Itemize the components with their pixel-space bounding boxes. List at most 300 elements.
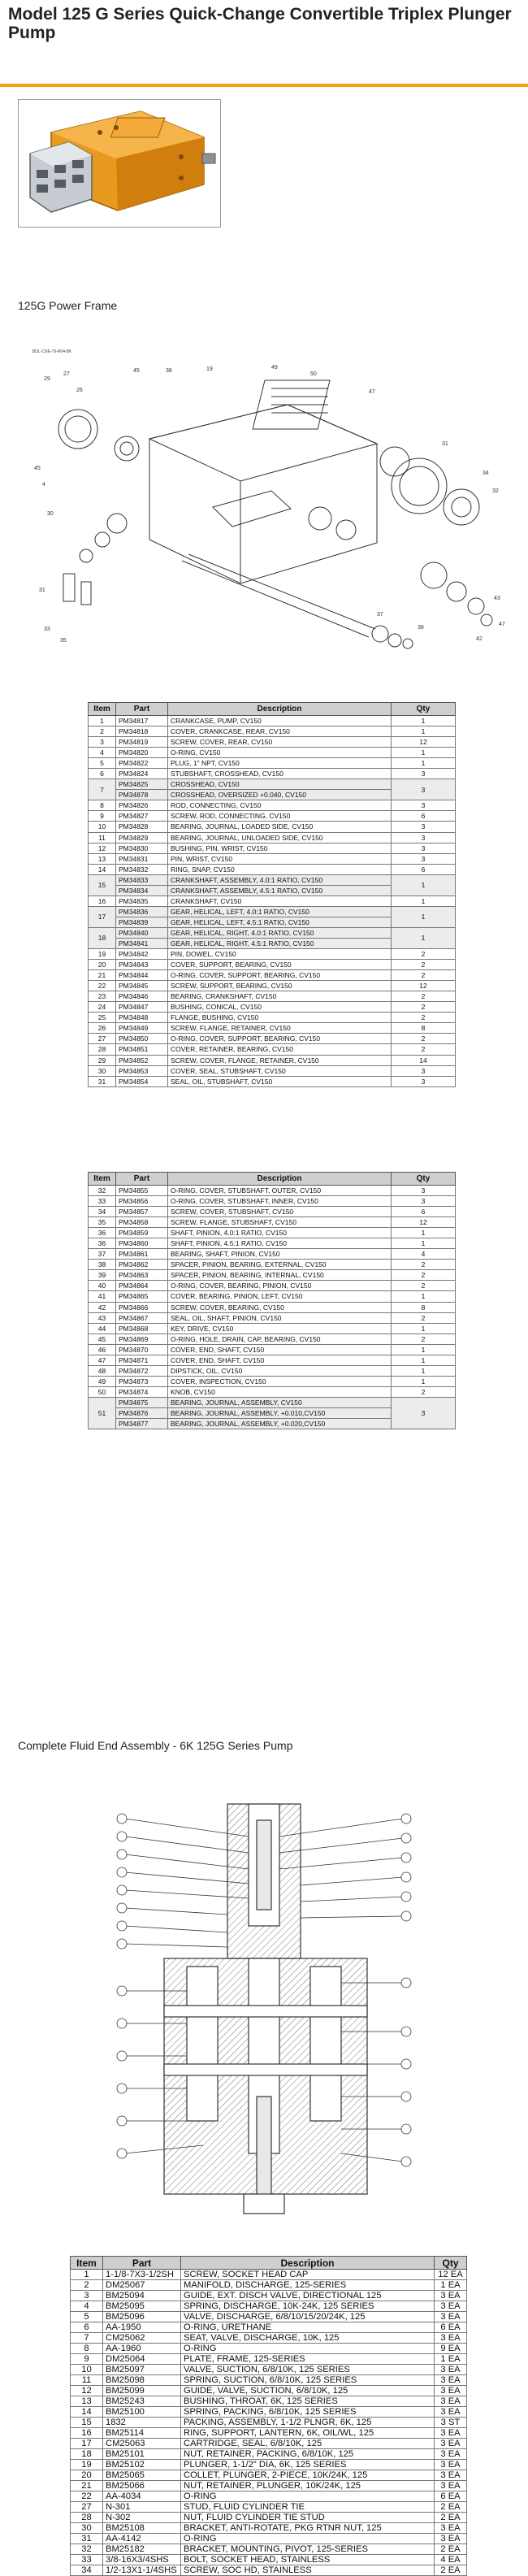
part-number-cell: PM34852 — [116, 1055, 168, 1065]
part-number-cell: PM34860 — [116, 1238, 168, 1249]
svg-text:32: 32 — [492, 488, 499, 494]
qty-cell: 1 — [392, 1365, 456, 1376]
description-cell: RING, SNAP, CV150 — [168, 864, 392, 874]
qty-cell: 3 — [392, 843, 456, 853]
description-cell: NUT, RETAINER, PLUNGER, 10K/24K, 125 — [181, 2481, 435, 2491]
table-row — [71, 2301, 467, 2312]
part-number-cell: PM34819 — [116, 737, 168, 748]
power-frame-diagram — [28, 348, 507, 650]
table-row — [71, 2502, 467, 2513]
part-number-cell: PM34868 — [116, 1323, 168, 1334]
part-number-cell: PM34840 — [116, 927, 168, 938]
qty-cell: 1 — [392, 874, 456, 896]
table-row — [71, 2354, 467, 2365]
item-cell: 18 — [89, 927, 116, 948]
table-row — [89, 1397, 456, 1407]
description-cell: COVER, BEARING, PINION, LEFT, CV150 — [168, 1291, 392, 1302]
table-row — [71, 2523, 467, 2534]
item-cell: 12 — [71, 2386, 103, 2396]
table-row — [89, 1291, 456, 1302]
table-row — [89, 1065, 456, 1076]
qty-cell: 12 — [392, 1217, 456, 1228]
part-number-cell: CM25062 — [103, 2333, 181, 2344]
qty-cell: 3 EA — [435, 2460, 467, 2470]
qty-cell: 1 — [392, 1323, 456, 1334]
table-row — [89, 758, 456, 769]
description-cell: SPACER, PINION, BEARING, INTERNAL, CV150 — [168, 1270, 392, 1281]
table-row — [89, 1376, 456, 1386]
svg-text:49: 49 — [271, 365, 278, 371]
part-number-cell: BM25243 — [103, 2396, 181, 2407]
table-row — [71, 2375, 467, 2386]
table-row — [89, 1196, 456, 1207]
part-number-cell: DM25064 — [103, 2354, 181, 2365]
fluid-end-cross-section — [106, 1788, 431, 2227]
item-cell: 8 — [89, 800, 116, 811]
fluid-end-parts-table — [70, 2256, 467, 2576]
qty-cell: 3 EA — [435, 2375, 467, 2386]
table-row — [89, 769, 456, 779]
qty-cell: 1 EA — [435, 2280, 467, 2291]
qty-cell: 2 — [392, 960, 456, 970]
part-number-cell: PM34817 — [116, 716, 168, 726]
description-cell: PLUG, 1" NPT, CV150 — [168, 758, 392, 769]
qty-cell: 3 EA — [435, 2439, 467, 2449]
table-row — [71, 2291, 467, 2301]
description-cell: GEAR, HELICAL, LEFT, 4.5:1 RATIO, CV150 — [168, 917, 392, 927]
table-row — [89, 991, 456, 1002]
item-cell: 7 — [71, 2333, 103, 2344]
col-qty-header: Qty — [392, 703, 456, 716]
item-cell: 46 — [89, 1344, 116, 1355]
table-row — [89, 960, 456, 970]
part-number-cell: PM34864 — [116, 1281, 168, 1291]
qty-cell: 2 EA — [435, 2513, 467, 2523]
item-cell: 8 — [71, 2344, 103, 2354]
part-number-cell: PM34842 — [116, 949, 168, 960]
part-number-cell: PM34833 — [116, 874, 168, 885]
part-number-cell: PM34878 — [116, 790, 168, 800]
item-cell: 3 — [89, 737, 116, 748]
description-cell: RING, SUPPORT, LANTERN, 6K, OIL/WL, 125 — [181, 2428, 435, 2439]
table-row — [71, 2333, 467, 2344]
item-cell: 18 — [71, 2449, 103, 2460]
col-description-header: Description — [181, 2257, 435, 2270]
table-row — [89, 748, 456, 758]
description-cell: COVER, RETAINER, BEARING, CV150 — [168, 1044, 392, 1055]
description-cell: COVER, CRANKCASE, REAR, CV150 — [168, 726, 392, 737]
description-cell: O-RING — [181, 2344, 435, 2354]
table-row — [89, 1002, 456, 1013]
table-row — [89, 1076, 456, 1086]
description-cell: O-RING, COVER, STUBSHAFT, INNER, CV150 — [168, 1196, 392, 1207]
description-cell: GEAR, HELICAL, LEFT, 4.0:1 RATIO, CV150 — [168, 906, 392, 917]
table-row — [89, 1334, 456, 1344]
item-cell: 43 — [89, 1312, 116, 1323]
svg-text:45: 45 — [34, 466, 41, 471]
part-number-cell: PM34849 — [116, 1023, 168, 1034]
qty-cell: 8 — [392, 1023, 456, 1034]
description-cell: SCREW, SUPPORT, BEARING, CV150 — [168, 981, 392, 991]
table-row — [71, 2555, 467, 2565]
description-cell: CRANKSHAFT, CV150 — [168, 896, 392, 906]
qty-cell: 3 EA — [435, 2386, 467, 2396]
part-number-cell: PM34867 — [116, 1312, 168, 1323]
description-cell: CARTRIDGE, SEAL, 6/8/10K, 125 — [181, 2439, 435, 2449]
description-cell: O-RING, HOLE, DRAIN, CAP, BEARING, CV150 — [168, 1334, 392, 1344]
qty-cell: 3 EA — [435, 2333, 467, 2344]
qty-cell: 2 — [392, 1260, 456, 1270]
item-cell: 13 — [89, 853, 116, 864]
table-row — [89, 970, 456, 981]
part-number-cell: BM25114 — [103, 2428, 181, 2439]
description-cell: BUSHING, THROAT, 6K, 125 SERIES — [181, 2396, 435, 2407]
item-cell: 36 — [89, 1238, 116, 1249]
item-cell: 16 — [71, 2428, 103, 2439]
item-cell: 19 — [71, 2460, 103, 2470]
item-cell: 1 — [71, 2270, 103, 2280]
svg-text:27: 27 — [63, 371, 70, 377]
part-number-cell: PM34859 — [116, 1228, 168, 1238]
item-cell: 31 — [71, 2534, 103, 2544]
description-cell: SCREW, COVER, REAR, CV150 — [168, 737, 392, 748]
part-number-cell: PM34834 — [116, 885, 168, 896]
table-row — [71, 2544, 467, 2555]
description-cell: SEAL, OIL, SHAFT, PINION, CV150 — [168, 1312, 392, 1323]
item-cell: 4 — [71, 2301, 103, 2312]
table-row — [89, 843, 456, 853]
item-cell: 28 — [89, 1044, 116, 1055]
qty-cell: 3 EA — [435, 2396, 467, 2407]
part-number-cell: N-301 — [103, 2502, 181, 2513]
table-row — [89, 1013, 456, 1023]
qty-cell: 3 EA — [435, 2312, 467, 2322]
table-row — [89, 1355, 456, 1365]
qty-cell: 3 — [392, 853, 456, 864]
item-cell: 27 — [89, 1034, 116, 1044]
part-number-cell: PM34832 — [116, 864, 168, 874]
description-cell: SCREW, FLANGE, RETAINER, CV150 — [168, 1023, 392, 1034]
qty-cell: 3 — [392, 1076, 456, 1086]
item-cell: 12 — [89, 843, 116, 853]
item-cell: 19 — [89, 949, 116, 960]
part-number-cell: PM34873 — [116, 1376, 168, 1386]
table-row — [71, 2418, 467, 2428]
qty-cell: 1 — [392, 1376, 456, 1386]
description-cell: SCREW, FLANGE, STUBSHAFT, CV150 — [168, 1217, 392, 1228]
qty-cell: 12 EA — [435, 2270, 467, 2280]
item-cell: 35 — [89, 1217, 116, 1228]
qty-cell: 3 EA — [435, 2365, 467, 2375]
table-row — [89, 1186, 456, 1196]
item-cell: 14 — [89, 864, 116, 874]
qty-cell: 2 — [392, 1034, 456, 1044]
part-number-cell: PM34848 — [116, 1013, 168, 1023]
table-row — [71, 2344, 467, 2354]
part-number-cell: 1-1/8-7X3-1/2SH — [103, 2270, 181, 2280]
description-cell: COVER, SEAL, STUBSHAFT, CV150 — [168, 1065, 392, 1076]
qty-cell: 3 — [392, 1196, 456, 1207]
part-number-cell: PM34853 — [116, 1065, 168, 1076]
table-row — [89, 1323, 456, 1334]
description-cell: SEAT, VALVE, DISCHARGE, 10K, 125 — [181, 2333, 435, 2344]
table-row — [71, 2534, 467, 2544]
qty-cell: 1 — [392, 1291, 456, 1302]
description-cell: CRANKCASE, PUMP, CV150 — [168, 716, 392, 726]
description-cell: KNOB, CV150 — [168, 1386, 392, 1397]
table-row — [89, 737, 456, 748]
part-number-cell: PM34866 — [116, 1302, 168, 1312]
part-number-cell: PM34836 — [116, 906, 168, 917]
item-cell: 30 — [71, 2523, 103, 2534]
description-cell: BEARING, CRANKSHAFT, CV150 — [168, 991, 392, 1002]
svg-text:30: 30 — [47, 511, 54, 517]
part-number-cell: PM34835 — [116, 896, 168, 906]
item-cell: 22 — [71, 2491, 103, 2502]
item-cell: 29 — [89, 1055, 116, 1065]
qty-cell: 1 — [392, 906, 456, 927]
table-row — [89, 1044, 456, 1055]
part-number-cell: 1832 — [103, 2418, 181, 2428]
item-cell: 20 — [71, 2470, 103, 2481]
part-number-cell: PM34863 — [116, 1270, 168, 1281]
part-number-cell: PM34858 — [116, 1217, 168, 1228]
part-number-cell: PM34876 — [116, 1407, 168, 1418]
description-cell: O-RING, COVER, SUPPORT, BEARING, CV150 — [168, 970, 392, 981]
qty-cell: 2 — [392, 1002, 456, 1013]
part-number-cell: BM25182 — [103, 2544, 181, 2555]
description-cell: BOLT, SOCKET HEAD, STAINLESS — [181, 2555, 435, 2565]
item-cell: 6 — [71, 2322, 103, 2333]
description-cell: VALVE, DISCHARGE, 6/8/10/15/20/24K, 125 — [181, 2312, 435, 2322]
table-row — [89, 864, 456, 874]
power-frame-heading: 125G Power Frame — [18, 299, 118, 312]
description-cell: COVER, END, SHAFT, CV150 — [168, 1344, 392, 1355]
table-row — [89, 726, 456, 737]
col-description-header: Description — [168, 703, 392, 716]
table-row — [71, 2470, 467, 2481]
item-cell: 6 — [89, 769, 116, 779]
part-number-cell: PM34872 — [116, 1365, 168, 1376]
description-cell: BEARING, JOURNAL, ASSEMBLY, CV150 — [168, 1397, 392, 1407]
qty-cell: 6 — [392, 811, 456, 822]
part-number-cell: DM25067 — [103, 2280, 181, 2291]
item-cell: 32 — [71, 2544, 103, 2555]
item-cell: 40 — [89, 1281, 116, 1291]
table-row — [89, 1249, 456, 1260]
table-row — [89, 800, 456, 811]
part-number-cell: BM25108 — [103, 2523, 181, 2534]
qty-cell: 3 — [392, 1065, 456, 1076]
item-cell: 26 — [89, 1023, 116, 1034]
qty-cell: 2 — [392, 1013, 456, 1023]
qty-cell: 2 — [392, 1334, 456, 1344]
item-cell: 50 — [89, 1386, 116, 1397]
item-cell: 37 — [89, 1249, 116, 1260]
description-cell: SCREW, COVER, FLANGE, RETAINER, CV150 — [168, 1055, 392, 1065]
table-row — [89, 822, 456, 832]
qty-cell: 2 EA — [435, 2502, 467, 2513]
qty-cell: 1 — [392, 1344, 456, 1355]
qty-cell: 3 EA — [435, 2523, 467, 2534]
table-row — [71, 2513, 467, 2523]
item-cell: 17 — [71, 2439, 103, 2449]
svg-text:34: 34 — [483, 471, 489, 476]
table-row — [89, 832, 456, 843]
qty-cell: 2 — [392, 1386, 456, 1397]
col-item-header: Item — [89, 703, 116, 716]
col-qty-header: Qty — [435, 2257, 467, 2270]
part-number-cell: AA-4034 — [103, 2491, 181, 2502]
description-cell: SPRING, DISCHARGE, 10K-24K, 125 SERIES — [181, 2301, 435, 2312]
part-number-cell: 3/8-16X3/4SHS — [103, 2555, 181, 2565]
table-row — [89, 779, 456, 790]
item-cell: 33 — [71, 2555, 103, 2565]
part-number-cell: AA-4142 — [103, 2534, 181, 2544]
item-cell: 31 — [89, 1076, 116, 1086]
part-number-cell: PM34846 — [116, 991, 168, 1002]
table-row — [71, 2407, 467, 2418]
description-cell: CRANKSHAFT, ASSEMBLY, 4.5:1 RATIO, CV150 — [168, 885, 392, 896]
power-frame-parts-table-1 — [88, 702, 456, 1087]
part-number-cell: BM25097 — [103, 2365, 181, 2375]
table-row — [89, 927, 456, 938]
item-cell: 45 — [89, 1334, 116, 1344]
table-row — [71, 2270, 467, 2280]
qty-cell: 3 — [392, 779, 456, 800]
power-frame-exploded-view — [28, 348, 507, 650]
svg-text:50: 50 — [310, 371, 317, 377]
table-row — [71, 2449, 467, 2460]
part-number-cell: PM34839 — [116, 917, 168, 927]
svg-text:31: 31 — [39, 588, 45, 593]
item-cell: 33 — [89, 1196, 116, 1207]
power-frame-parts-table-2 — [88, 1172, 456, 1429]
part-number-cell: PM34857 — [116, 1207, 168, 1217]
part-number-cell: BM25099 — [103, 2386, 181, 2396]
item-cell: 11 — [89, 832, 116, 843]
description-cell: PIN, DOWEL, CV150 — [168, 949, 392, 960]
description-cell: PACKING, ASSEMBLY, 1-1/2 PLNGR, 6K, 125 — [181, 2418, 435, 2428]
description-cell: NUT, FLUID CYLINDER TIE STUD — [181, 2513, 435, 2523]
table-row — [71, 2439, 467, 2449]
item-cell: 23 — [89, 991, 116, 1002]
part-number-cell: AA-1960 — [103, 2344, 181, 2354]
svg-text:43: 43 — [494, 596, 500, 601]
item-cell: 28 — [71, 2513, 103, 2523]
description-cell: GEAR, HELICAL, RIGHT, 4.0:1 RATIO, CV150 — [168, 927, 392, 938]
item-cell: 44 — [89, 1323, 116, 1334]
table-row — [71, 2491, 467, 2502]
qty-cell: 2 — [392, 991, 456, 1002]
col-part-header: Part — [103, 2257, 181, 2270]
part-number-cell: BM25096 — [103, 2312, 181, 2322]
item-cell: 42 — [89, 1302, 116, 1312]
item-cell: 21 — [89, 970, 116, 981]
item-cell: 41 — [89, 1291, 116, 1302]
pump-photo — [18, 99, 221, 228]
description-cell: GUIDE, EXT. DISCH VALVE, DIRECTIONAL 125 — [181, 2291, 435, 2301]
description-cell: BEARING, JOURNAL, LOADED SIDE, CV150 — [168, 822, 392, 832]
qty-cell: 3 EA — [435, 2291, 467, 2301]
part-number-cell: PM34855 — [116, 1186, 168, 1196]
item-cell: 1 — [89, 716, 116, 726]
table-row — [89, 1302, 456, 1312]
part-number-cell: PM34841 — [116, 938, 168, 948]
item-cell: 22 — [89, 981, 116, 991]
svg-text:26: 26 — [76, 388, 83, 393]
description-cell: SHAFT, PINION, 4.0:1 RATIO, CV150 — [168, 1228, 392, 1238]
item-cell: 32 — [89, 1186, 116, 1196]
part-number-cell: PM34831 — [116, 853, 168, 864]
part-number-cell: PM34870 — [116, 1344, 168, 1355]
part-number-cell: PM34827 — [116, 811, 168, 822]
svg-text:4: 4 — [42, 482, 45, 488]
table-row — [89, 1023, 456, 1034]
description-cell: CRANKSHAFT, ASSEMBLY, 4.0:1 RATIO, CV150 — [168, 874, 392, 885]
description-cell: CROSSHEAD, OVERSIZED +0.040, CV150 — [168, 790, 392, 800]
qty-cell: 1 — [392, 1355, 456, 1365]
item-cell: 24 — [89, 1002, 116, 1013]
svg-text:42: 42 — [476, 636, 483, 642]
part-number-cell: BM25066 — [103, 2481, 181, 2491]
qty-cell: 12 — [392, 981, 456, 991]
qty-cell: 3 EA — [435, 2428, 467, 2439]
description-cell: BUSHING, PIN, WRIST, CV150 — [168, 843, 392, 853]
description-cell: BEARING, JOURNAL, ASSEMBLY, +0.010,CV150 — [168, 1407, 392, 1418]
part-number-cell: PM34854 — [116, 1076, 168, 1086]
item-cell: 51 — [89, 1397, 116, 1429]
qty-cell: 1 — [392, 1238, 456, 1249]
item-cell: 15 — [89, 874, 116, 896]
description-cell: VALVE, SUCTION, 6/8/10K, 125 SERIES — [181, 2365, 435, 2375]
description-cell: GEAR, HELICAL, RIGHT, 4.5:1 RATIO, CV150 — [168, 938, 392, 948]
part-number-cell: BM25102 — [103, 2460, 181, 2470]
table-row — [89, 1270, 456, 1281]
item-cell: 2 — [89, 726, 116, 737]
item-cell: 9 — [89, 811, 116, 822]
item-cell: 9 — [71, 2354, 103, 2365]
description-cell: SCREW, COVER, BEARING, CV150 — [168, 1302, 392, 1312]
qty-cell: 1 — [392, 758, 456, 769]
qty-cell: 3 EA — [435, 2481, 467, 2491]
description-cell: COVER, SUPPORT, BEARING, CV150 — [168, 960, 392, 970]
description-cell: STUBSHAFT, CROSSHEAD, CV150 — [168, 769, 392, 779]
part-number-cell: PM34874 — [116, 1386, 168, 1397]
part-number-cell: CM25063 — [103, 2439, 181, 2449]
item-cell: 11 — [71, 2375, 103, 2386]
qty-cell: 1 — [392, 716, 456, 726]
table-row — [71, 2365, 467, 2375]
item-cell: 39 — [89, 1270, 116, 1281]
table-row — [71, 2481, 467, 2491]
qty-cell: 3 — [392, 1397, 456, 1429]
table-row — [89, 949, 456, 960]
qty-cell: 3 — [392, 832, 456, 843]
part-number-cell: PM34856 — [116, 1196, 168, 1207]
description-cell: COLLET, PLUNGER, 2-PIECE, 10K/24K, 125 — [181, 2470, 435, 2481]
table-row — [89, 1238, 456, 1249]
svg-text:47: 47 — [369, 389, 375, 395]
table-row — [89, 1260, 456, 1270]
description-cell: SPRING, PACKING, 6/8/10K, 125 SERIES — [181, 2407, 435, 2418]
table-row — [89, 1281, 456, 1291]
qty-cell: 1 — [392, 896, 456, 906]
svg-text:38: 38 — [418, 625, 424, 631]
table-row — [89, 716, 456, 726]
description-cell: O-RING, COVER, SUPPORT, BEARING, CV150 — [168, 1034, 392, 1044]
part-number-cell: PM34862 — [116, 1260, 168, 1270]
